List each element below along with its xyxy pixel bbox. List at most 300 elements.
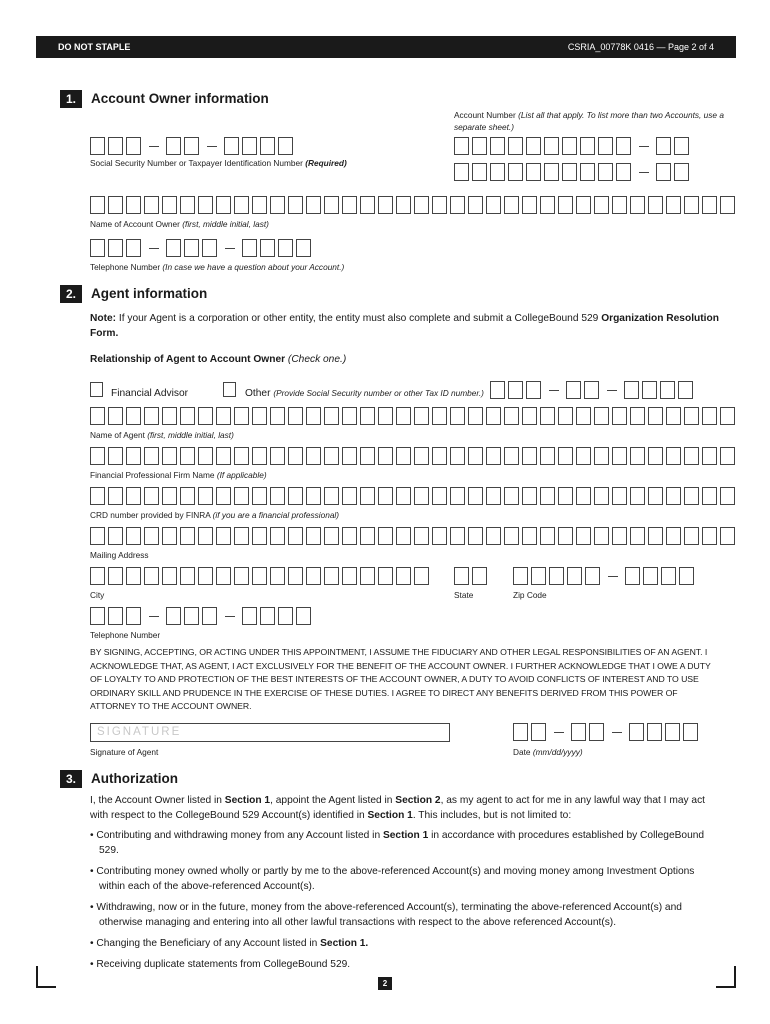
character-box[interactable] — [674, 163, 689, 181]
signature-field[interactable] — [90, 723, 450, 742]
character-box[interactable] — [198, 196, 213, 214]
zip-code-field[interactable] — [513, 567, 697, 585]
character-box[interactable] — [234, 407, 249, 425]
ssn-box[interactable] — [126, 137, 141, 155]
character-box[interactable] — [324, 447, 339, 465]
character-box[interactable] — [540, 447, 555, 465]
character-box[interactable] — [468, 487, 483, 505]
character-box[interactable] — [216, 407, 231, 425]
character-box[interactable] — [108, 196, 123, 214]
character-box[interactable] — [594, 407, 609, 425]
character-box[interactable] — [180, 447, 195, 465]
character-box[interactable] — [216, 196, 231, 214]
character-box[interactable] — [598, 137, 613, 155]
character-box[interactable] — [544, 137, 559, 155]
character-box[interactable] — [584, 381, 599, 399]
agent-phone-field[interactable] — [90, 607, 314, 625]
character-box[interactable] — [126, 196, 141, 214]
character-box[interactable] — [432, 196, 447, 214]
character-box[interactable] — [306, 407, 321, 425]
character-box[interactable] — [306, 527, 321, 545]
character-box[interactable] — [468, 527, 483, 545]
character-box[interactable] — [270, 527, 285, 545]
character-box[interactable] — [558, 407, 573, 425]
character-box[interactable] — [360, 196, 375, 214]
character-box[interactable] — [702, 407, 717, 425]
character-box[interactable] — [144, 527, 159, 545]
character-box[interactable] — [684, 527, 699, 545]
character-box[interactable] — [642, 381, 657, 399]
ssn-box[interactable] — [184, 137, 199, 155]
character-box[interactable] — [108, 607, 123, 625]
character-box[interactable] — [270, 487, 285, 505]
character-box[interactable] — [648, 196, 663, 214]
character-box[interactable] — [108, 567, 123, 585]
character-box[interactable] — [144, 196, 159, 214]
agent-name-field[interactable] — [90, 407, 738, 425]
character-box[interactable] — [684, 487, 699, 505]
character-box[interactable] — [580, 137, 595, 155]
character-box[interactable] — [486, 527, 501, 545]
character-box[interactable] — [288, 567, 303, 585]
character-box[interactable] — [486, 196, 501, 214]
character-box[interactable] — [630, 447, 645, 465]
other-checkbox[interactable] — [223, 382, 236, 397]
character-box[interactable] — [342, 196, 357, 214]
character-box[interactable] — [594, 527, 609, 545]
character-box[interactable] — [558, 487, 573, 505]
character-box[interactable] — [242, 239, 257, 257]
character-box[interactable] — [616, 163, 631, 181]
character-box[interactable] — [252, 196, 267, 214]
character-box[interactable] — [234, 447, 249, 465]
character-box[interactable] — [454, 137, 469, 155]
character-box[interactable] — [252, 527, 267, 545]
character-box[interactable] — [296, 607, 311, 625]
character-box[interactable] — [126, 487, 141, 505]
character-box[interactable] — [549, 567, 564, 585]
character-box[interactable] — [90, 487, 105, 505]
character-box[interactable] — [324, 196, 339, 214]
character-box[interactable] — [202, 239, 217, 257]
character-box[interactable] — [648, 487, 663, 505]
character-box[interactable] — [508, 163, 523, 181]
character-box[interactable] — [504, 196, 519, 214]
character-box[interactable] — [531, 567, 546, 585]
character-box[interactable] — [288, 487, 303, 505]
character-box[interactable] — [360, 487, 375, 505]
character-box[interactable] — [414, 527, 429, 545]
character-box[interactable] — [612, 527, 627, 545]
character-box[interactable] — [108, 527, 123, 545]
character-box[interactable] — [126, 239, 141, 257]
character-box[interactable] — [674, 137, 689, 155]
character-box[interactable] — [342, 527, 357, 545]
character-box[interactable] — [585, 567, 600, 585]
character-box[interactable] — [198, 487, 213, 505]
character-box[interactable] — [270, 447, 285, 465]
character-box[interactable] — [540, 487, 555, 505]
character-box[interactable] — [360, 567, 375, 585]
character-box[interactable] — [684, 196, 699, 214]
character-box[interactable] — [432, 487, 447, 505]
character-box[interactable] — [144, 567, 159, 585]
character-box[interactable] — [342, 447, 357, 465]
character-box[interactable] — [432, 407, 447, 425]
character-box[interactable] — [558, 196, 573, 214]
character-box[interactable] — [720, 447, 735, 465]
character-box[interactable] — [486, 407, 501, 425]
character-box[interactable] — [544, 163, 559, 181]
character-box[interactable] — [216, 567, 231, 585]
character-box[interactable] — [90, 527, 105, 545]
character-box[interactable] — [126, 447, 141, 465]
character-box[interactable] — [472, 163, 487, 181]
character-box[interactable] — [562, 137, 577, 155]
character-box[interactable] — [558, 447, 573, 465]
character-box[interactable] — [490, 137, 505, 155]
character-box[interactable] — [252, 407, 267, 425]
character-box[interactable] — [260, 239, 275, 257]
character-box[interactable] — [589, 723, 604, 741]
character-box[interactable] — [396, 527, 411, 545]
character-box[interactable] — [647, 723, 662, 741]
character-box[interactable] — [454, 163, 469, 181]
character-box[interactable] — [720, 407, 735, 425]
character-box[interactable] — [342, 567, 357, 585]
character-box[interactable] — [162, 196, 177, 214]
character-box[interactable] — [108, 239, 123, 257]
character-box[interactable] — [360, 407, 375, 425]
character-box[interactable] — [252, 567, 267, 585]
character-box[interactable] — [508, 381, 523, 399]
character-box[interactable] — [260, 607, 275, 625]
ssn-box[interactable] — [278, 137, 293, 155]
character-box[interactable] — [580, 163, 595, 181]
character-box[interactable] — [216, 487, 231, 505]
character-box[interactable] — [396, 487, 411, 505]
character-box[interactable] — [162, 567, 177, 585]
character-box[interactable] — [594, 487, 609, 505]
character-box[interactable] — [526, 163, 541, 181]
character-box[interactable] — [513, 723, 528, 741]
character-box[interactable] — [616, 137, 631, 155]
character-box[interactable] — [702, 447, 717, 465]
character-box[interactable] — [306, 447, 321, 465]
character-box[interactable] — [648, 447, 663, 465]
character-box[interactable] — [702, 196, 717, 214]
character-box[interactable] — [612, 407, 627, 425]
character-box[interactable] — [378, 487, 393, 505]
ssn-field[interactable] — [90, 137, 296, 155]
character-box[interactable] — [576, 196, 591, 214]
character-box[interactable] — [414, 567, 429, 585]
character-box[interactable] — [450, 447, 465, 465]
character-box[interactable] — [576, 407, 591, 425]
character-box[interactable] — [522, 196, 537, 214]
character-box[interactable] — [202, 607, 217, 625]
character-box[interactable] — [296, 239, 311, 257]
character-box[interactable] — [679, 567, 694, 585]
character-box[interactable] — [288, 447, 303, 465]
character-box[interactable] — [126, 407, 141, 425]
character-box[interactable] — [450, 407, 465, 425]
character-box[interactable] — [166, 607, 181, 625]
character-box[interactable] — [450, 527, 465, 545]
character-box[interactable] — [598, 163, 613, 181]
character-box[interactable] — [576, 527, 591, 545]
character-box[interactable] — [450, 196, 465, 214]
character-box[interactable] — [490, 163, 505, 181]
ssn-box[interactable] — [242, 137, 257, 155]
character-box[interactable] — [198, 567, 213, 585]
character-box[interactable] — [378, 567, 393, 585]
crd-number-label: CRD number provided by FINRA (if you are a financial professional) — [90, 510, 340, 520]
character-box[interactable] — [648, 407, 663, 425]
ssn-box[interactable] — [90, 137, 105, 155]
character-box[interactable] — [414, 487, 429, 505]
character-box[interactable] — [184, 607, 199, 625]
character-box[interactable] — [90, 607, 105, 625]
character-box[interactable] — [468, 447, 483, 465]
character-box[interactable] — [180, 567, 195, 585]
character-box[interactable] — [432, 447, 447, 465]
character-box[interactable] — [720, 196, 735, 214]
character-box[interactable] — [324, 567, 339, 585]
character-box[interactable] — [666, 447, 681, 465]
state-field[interactable] — [454, 567, 490, 585]
character-box[interactable] — [90, 239, 105, 257]
character-box[interactable] — [234, 196, 249, 214]
character-box[interactable] — [576, 487, 591, 505]
character-box[interactable] — [162, 407, 177, 425]
character-box[interactable] — [643, 567, 658, 585]
character-box[interactable] — [660, 381, 675, 399]
character-box[interactable] — [486, 447, 501, 465]
character-box[interactable] — [630, 407, 645, 425]
character-box[interactable] — [656, 163, 671, 181]
character-box[interactable] — [720, 487, 735, 505]
character-box[interactable] — [508, 137, 523, 155]
character-box[interactable] — [216, 447, 231, 465]
character-box[interactable] — [126, 607, 141, 625]
character-box[interactable] — [666, 527, 681, 545]
character-box[interactable] — [612, 447, 627, 465]
character-box[interactable] — [234, 567, 249, 585]
other-tax-id-field[interactable] — [490, 381, 696, 399]
character-box[interactable] — [144, 447, 159, 465]
character-box[interactable] — [468, 407, 483, 425]
character-box[interactable] — [450, 487, 465, 505]
character-box[interactable] — [486, 487, 501, 505]
character-box[interactable] — [234, 527, 249, 545]
character-box[interactable] — [90, 196, 105, 214]
character-box[interactable] — [270, 407, 285, 425]
character-box[interactable] — [166, 239, 181, 257]
character-box[interactable] — [490, 381, 505, 399]
character-box[interactable] — [414, 407, 429, 425]
character-box[interactable] — [630, 487, 645, 505]
character-box[interactable] — [180, 527, 195, 545]
character-box[interactable] — [144, 407, 159, 425]
character-box[interactable] — [522, 447, 537, 465]
character-box[interactable] — [378, 527, 393, 545]
character-box[interactable] — [90, 447, 105, 465]
character-box[interactable] — [144, 487, 159, 505]
firm-name-field[interactable] — [90, 447, 738, 465]
character-box[interactable] — [540, 527, 555, 545]
character-box[interactable] — [684, 447, 699, 465]
character-box[interactable] — [666, 196, 681, 214]
character-box[interactable] — [306, 567, 321, 585]
date-field[interactable] — [513, 723, 701, 741]
character-box[interactable] — [126, 567, 141, 585]
character-box[interactable] — [288, 407, 303, 425]
character-box[interactable] — [342, 487, 357, 505]
character-box[interactable] — [661, 567, 676, 585]
character-box[interactable] — [454, 567, 469, 585]
character-box[interactable] — [513, 567, 528, 585]
character-box[interactable] — [324, 487, 339, 505]
character-box[interactable] — [396, 407, 411, 425]
character-box[interactable] — [342, 407, 357, 425]
character-box[interactable] — [306, 487, 321, 505]
character-box[interactable] — [234, 487, 249, 505]
character-box[interactable] — [378, 447, 393, 465]
character-box[interactable] — [306, 196, 321, 214]
character-box[interactable] — [360, 447, 375, 465]
account-number-field-1[interactable] — [454, 137, 692, 155]
city-field[interactable] — [90, 567, 432, 585]
character-box[interactable] — [594, 447, 609, 465]
character-box[interactable] — [625, 567, 640, 585]
character-box[interactable] — [522, 407, 537, 425]
character-box[interactable] — [432, 527, 447, 545]
character-box[interactable] — [180, 487, 195, 505]
character-box[interactable] — [360, 527, 375, 545]
character-box[interactable] — [270, 567, 285, 585]
character-box[interactable] — [90, 567, 105, 585]
character-box[interactable] — [612, 196, 627, 214]
character-box[interactable] — [683, 723, 698, 741]
character-box[interactable] — [162, 527, 177, 545]
character-box[interactable] — [504, 527, 519, 545]
character-box[interactable] — [324, 407, 339, 425]
character-box[interactable] — [414, 196, 429, 214]
character-box[interactable] — [504, 487, 519, 505]
character-box[interactable] — [526, 137, 541, 155]
character-box[interactable] — [126, 527, 141, 545]
character-box[interactable] — [648, 527, 663, 545]
character-box[interactable] — [504, 447, 519, 465]
mailing-address-field[interactable] — [90, 527, 738, 545]
character-box[interactable] — [531, 723, 546, 741]
character-box[interactable] — [684, 407, 699, 425]
character-box[interactable] — [594, 196, 609, 214]
character-box[interactable] — [526, 381, 541, 399]
ssn-box[interactable] — [260, 137, 275, 155]
character-box[interactable] — [378, 407, 393, 425]
character-box[interactable] — [468, 196, 483, 214]
character-box[interactable] — [180, 196, 195, 214]
character-box[interactable] — [184, 239, 199, 257]
character-box[interactable] — [288, 527, 303, 545]
character-box[interactable] — [656, 137, 671, 155]
character-box[interactable] — [242, 607, 257, 625]
authorization-item: • Receiving duplicate statements from CollegeBound 529. — [90, 959, 351, 970]
ssn-box[interactable] — [224, 137, 239, 155]
account-owner-name-field[interactable] — [90, 196, 738, 214]
character-box[interactable] — [162, 487, 177, 505]
character-box[interactable] — [198, 447, 213, 465]
character-box[interactable] — [252, 447, 267, 465]
character-box[interactable] — [252, 487, 267, 505]
character-box[interactable] — [522, 527, 537, 545]
character-box[interactable] — [571, 723, 586, 741]
character-box[interactable] — [278, 239, 293, 257]
financial-advisor-checkbox[interactable] — [90, 382, 103, 397]
character-box[interactable] — [324, 527, 339, 545]
character-box[interactable] — [162, 447, 177, 465]
character-box[interactable] — [378, 196, 393, 214]
character-box[interactable] — [270, 196, 285, 214]
character-box[interactable] — [720, 527, 735, 545]
character-box[interactable] — [216, 527, 231, 545]
character-box[interactable] — [108, 407, 123, 425]
account-number-field-2[interactable] — [454, 163, 692, 181]
character-box[interactable] — [472, 567, 487, 585]
character-box[interactable] — [396, 196, 411, 214]
character-box[interactable] — [278, 607, 293, 625]
character-box[interactable] — [566, 381, 581, 399]
character-box[interactable] — [702, 527, 717, 545]
character-box[interactable] — [180, 407, 195, 425]
character-box[interactable] — [558, 527, 573, 545]
character-box[interactable] — [108, 487, 123, 505]
character-box[interactable] — [396, 567, 411, 585]
character-box[interactable] — [288, 196, 303, 214]
character-box[interactable] — [665, 723, 680, 741]
character-box[interactable] — [666, 407, 681, 425]
character-box[interactable] — [198, 407, 213, 425]
character-box[interactable] — [567, 567, 582, 585]
character-box[interactable] — [504, 407, 519, 425]
ssn-box[interactable] — [166, 137, 181, 155]
character-box[interactable] — [630, 196, 645, 214]
character-box[interactable] — [630, 527, 645, 545]
character-box[interactable] — [624, 381, 639, 399]
character-box[interactable] — [414, 447, 429, 465]
character-box[interactable] — [562, 163, 577, 181]
owner-phone-field[interactable] — [90, 239, 314, 257]
character-box[interactable] — [522, 487, 537, 505]
character-box[interactable] — [576, 447, 591, 465]
character-box[interactable] — [396, 447, 411, 465]
character-box[interactable] — [702, 487, 717, 505]
character-box[interactable] — [678, 381, 693, 399]
character-box[interactable] — [629, 723, 644, 741]
character-box[interactable] — [90, 407, 105, 425]
character-box[interactable] — [612, 487, 627, 505]
character-box[interactable] — [666, 487, 681, 505]
character-box[interactable] — [540, 196, 555, 214]
ssn-box[interactable] — [108, 137, 123, 155]
character-box[interactable] — [540, 407, 555, 425]
character-box[interactable] — [108, 447, 123, 465]
character-box[interactable] — [198, 527, 213, 545]
character-box[interactable] — [472, 137, 487, 155]
crd-number-field[interactable] — [90, 487, 738, 505]
